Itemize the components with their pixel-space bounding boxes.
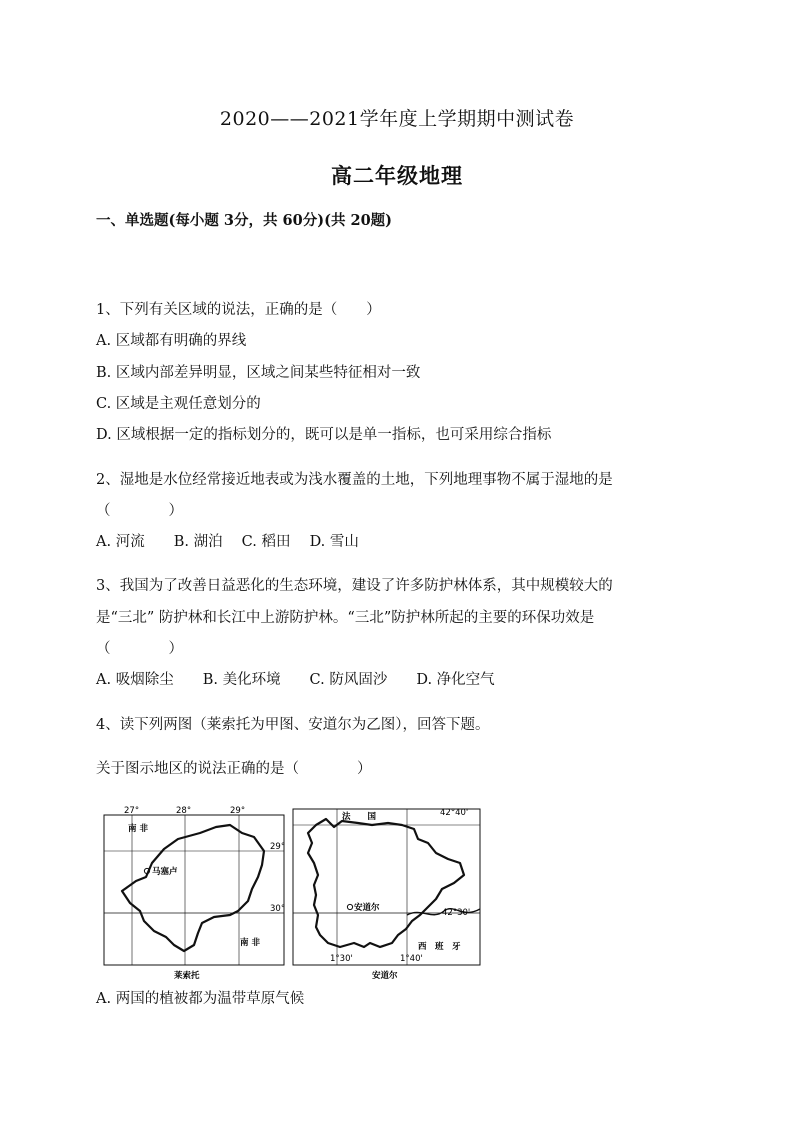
- question-2-stem: 2、湿地是水位经常接近地表或为浅水覆盖的土地，下列地理事物不属于湿地的是: [96, 472, 613, 488]
- exam-title: 2020——2021学年度上学期期中测试卷: [219, 108, 575, 130]
- lesotho-caption: 莱索托: [174, 971, 200, 981]
- andorra-lat-label-1: 42°40': [440, 808, 469, 818]
- andorra-region-top: 法 国: [342, 812, 377, 822]
- question-4-stem: 4、读下列两图（莱索托为甲图、安道尔为乙图），回答下题。: [96, 717, 490, 733]
- andorra-caption: 安道尔: [372, 971, 398, 981]
- lesotho-lat-label-2: 30°: [270, 904, 286, 914]
- andorra-lon-label-2: 1°40': [400, 954, 423, 964]
- question-1-option-d: D. 区域根据一定的指标划分的，既可以是单一指标，也可采用综合指标: [96, 427, 552, 443]
- andorra-lon-label-1: 1°30': [330, 954, 353, 964]
- question-3-options: A. 吸烟除尘 B. 美化环境 C. 防风固沙 D. 净化空气: [96, 672, 495, 688]
- lesotho-region-bottom: 南 非: [240, 938, 260, 948]
- question-4-option-a: A. 两国的植被都为温带草原气候: [96, 991, 305, 1007]
- question-1-option-c: C. 区域是主观任意划分的: [96, 396, 261, 412]
- question-1-option-a: A. 区域都有明确的界线: [96, 333, 247, 349]
- question-2-options: A. 河流 B. 湖泊 C. 稻田 D. 雪山: [96, 534, 359, 550]
- question-3-stem-cont2: （ ）: [96, 641, 183, 657]
- question-3-stem-cont: 是“三北” 防护林和长江中上游防护林。“三北”防护林所起的主要的环保功效是: [96, 610, 595, 626]
- section-heading: 一、单选题(每小题 3分，共 60分)(共 20题): [96, 212, 393, 229]
- lesotho-lon-label-2: 28°: [176, 806, 192, 816]
- andorra-city-label: 安道尔: [354, 903, 380, 913]
- andorra-region-bottom: 西 班 牙: [418, 942, 461, 952]
- map-andorra: [293, 808, 480, 981]
- lesotho-city-label: 马塞卢: [152, 867, 178, 877]
- question-1-option-b: B. 区域内部差异明显，区域之间某些特征相对一致: [96, 365, 421, 381]
- question-1-stem: 1、下列有关区域的说法，正确的是（ ）: [96, 302, 381, 318]
- exam-subtitle: 高二年级地理: [331, 163, 463, 188]
- lesotho-outline: [122, 825, 264, 951]
- lesotho-lat-label-1: 29°: [270, 842, 286, 852]
- question-3-stem: 3、我国为了改善日益恶化的生态环境，建设了许多防护林体系，其中规模较大的: [96, 578, 613, 594]
- question-2-stem-cont: （ ）: [96, 503, 183, 519]
- lesotho-lon-label-3: 29°: [230, 806, 246, 816]
- andorra-outline: [308, 819, 464, 947]
- question-4-maps: [102, 803, 482, 983]
- lesotho-region-top: 南 非: [128, 824, 148, 834]
- lesotho-lon-label-1: 27°: [124, 806, 140, 816]
- map-lesotho: [104, 806, 285, 981]
- andorra-lat-label-2: 42°30': [442, 908, 471, 918]
- question-4-sub-stem: 关于图示地区的说法正确的是（ ）: [96, 761, 372, 777]
